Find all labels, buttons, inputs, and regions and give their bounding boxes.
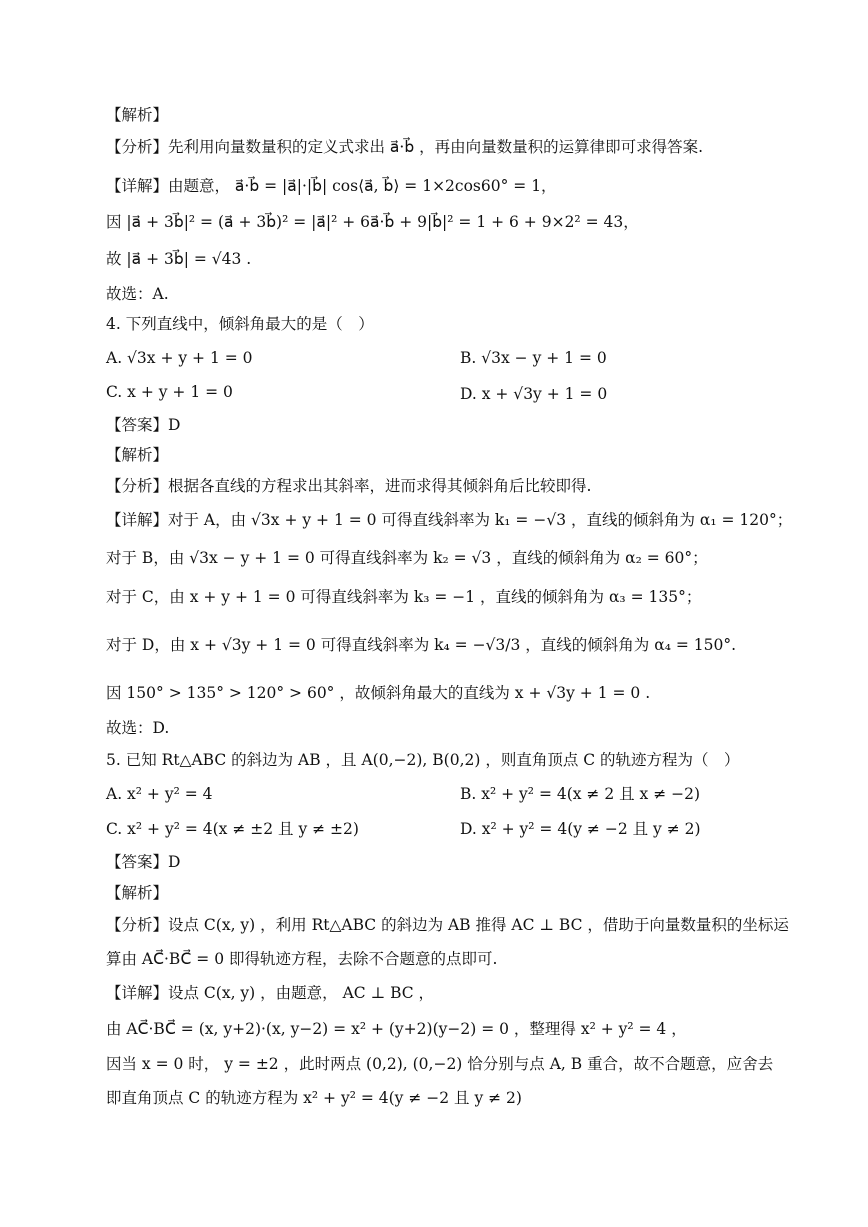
q5-option-b: B. x² + y² = 4(x ≠ 2 且 x ≠ −2) [460, 785, 701, 803]
analysis-line: 【分析】根据各直线的方程求出其斜率，进而求得其倾斜角后比较即得. [106, 477, 592, 495]
analysis-line: 【分析】设点 C(x, y) ，利用 Rt△ABC 的斜边为 AB 推得 AC ⊥ BC ，借助于向量数量积的坐标运 [106, 916, 789, 934]
q4-option-c: C. x + y + 1 = 0 [106, 383, 233, 401]
jiexi-label: 【解析】 [106, 446, 169, 464]
jiexi-label: 【解析】 [106, 106, 169, 124]
detail-line: 【详解】由题意， a⃗·b⃗ = |a⃗|·|b⃗| cos⟨a⃗, b⃗⟩ = 1×2cos60° = 1， [106, 177, 557, 195]
answer-label: 【答案】D [106, 416, 181, 434]
jiexi-label: 【解析】 [106, 884, 169, 902]
detail-line: 故 |a⃗ + 3b⃗| = √43 . [106, 250, 252, 268]
detail-line: 由 AC⃗·BC⃗ = (x, y+2)·(x, y−2) = x² + (y+2)(y−2) = 0 ，整理得 x² + y² = 4 ， [106, 1020, 687, 1038]
detail-line: 因 |a⃗ + 3b⃗|² = (a⃗ + 3b⃗)² = |a⃗|² + 6a⃗·b⃗ + 9|b⃗|² = 1 + 6 + 9×2² = 43， [106, 213, 639, 231]
detail-line: 因当 x = 0 时， y = ±2 ，此时两点 (0,2), (0,−2) 恰分别与点 A, B 重合，故不合题意，应舍去 [106, 1055, 774, 1073]
q5-option-c: C. x² + y² = 4(x ≠ ±2 且 y ≠ ±2) [106, 820, 359, 838]
detail-line: 因 150° > 135° > 120° > 60° ，故倾斜角最大的直线为 x + √3y + 1 = 0 . [106, 684, 651, 702]
question-5-stem: 5. 已知 Rt△ABC 的斜边为 AB ，且 A(0,−2), B(0,2) ，则直角顶点 C 的轨迹方程为（ ） [106, 751, 740, 769]
answer-label: 【答案】D [106, 853, 181, 871]
detail-line: 【详解】对于 A，由 √3x + y + 1 = 0 可得直线斜率为 k₁ = −√3 ，直线的倾斜角为 α₁ = 120°； [106, 511, 793, 529]
analysis-line: 【分析】先利用向量数量积的定义式求出 a⃗·b⃗ ，再由向量数量积的运算律即可求得答案. [106, 138, 704, 156]
q4-option-b: B. √3x − y + 1 = 0 [460, 349, 607, 367]
detail-line: 即直角顶点 C 的轨迹方程为 x² + y² = 4(y ≠ −2 且 y ≠ 2) [106, 1089, 522, 1107]
detail-line: 对于 B，由 √3x − y + 1 = 0 可得直线斜率为 k₂ = √3 ，直线的倾斜角为 α₂ = 60°； [106, 549, 708, 567]
detail-line: 对于 C，由 x + y + 1 = 0 可得直线斜率为 k₃ = −1 ，直线的倾斜角为 α₃ = 135°； [106, 588, 702, 606]
q5-option-d: D. x² + y² = 4(y ≠ −2 且 y ≠ 2) [460, 820, 701, 838]
q4-option-a: A. √3x + y + 1 = 0 [106, 349, 253, 367]
question-4-stem: 4. 下列直线中，倾斜角最大的是（ ） [106, 315, 374, 333]
detail-line: 【详解】设点 C(x, y) ，由题意， AC ⊥ BC ， [106, 984, 435, 1002]
analysis-line: 算由 AC⃗·BC⃗ = 0 即得轨迹方程，去除不合题意的点即可. [106, 950, 498, 968]
q4-option-d: D. x + √3y + 1 = 0 [460, 385, 608, 403]
detail-line: 对于 D，由 x + √3y + 1 = 0 可得直线斜率为 k₄ = −√3/3 ，直线的倾斜角为 α₄ = 150°. [106, 636, 737, 654]
answer-choice-line: 故选：D. [106, 719, 170, 737]
q5-option-a: A. x² + y² = 4 [106, 785, 213, 803]
answer-choice-line: 故选：A. [106, 285, 169, 303]
